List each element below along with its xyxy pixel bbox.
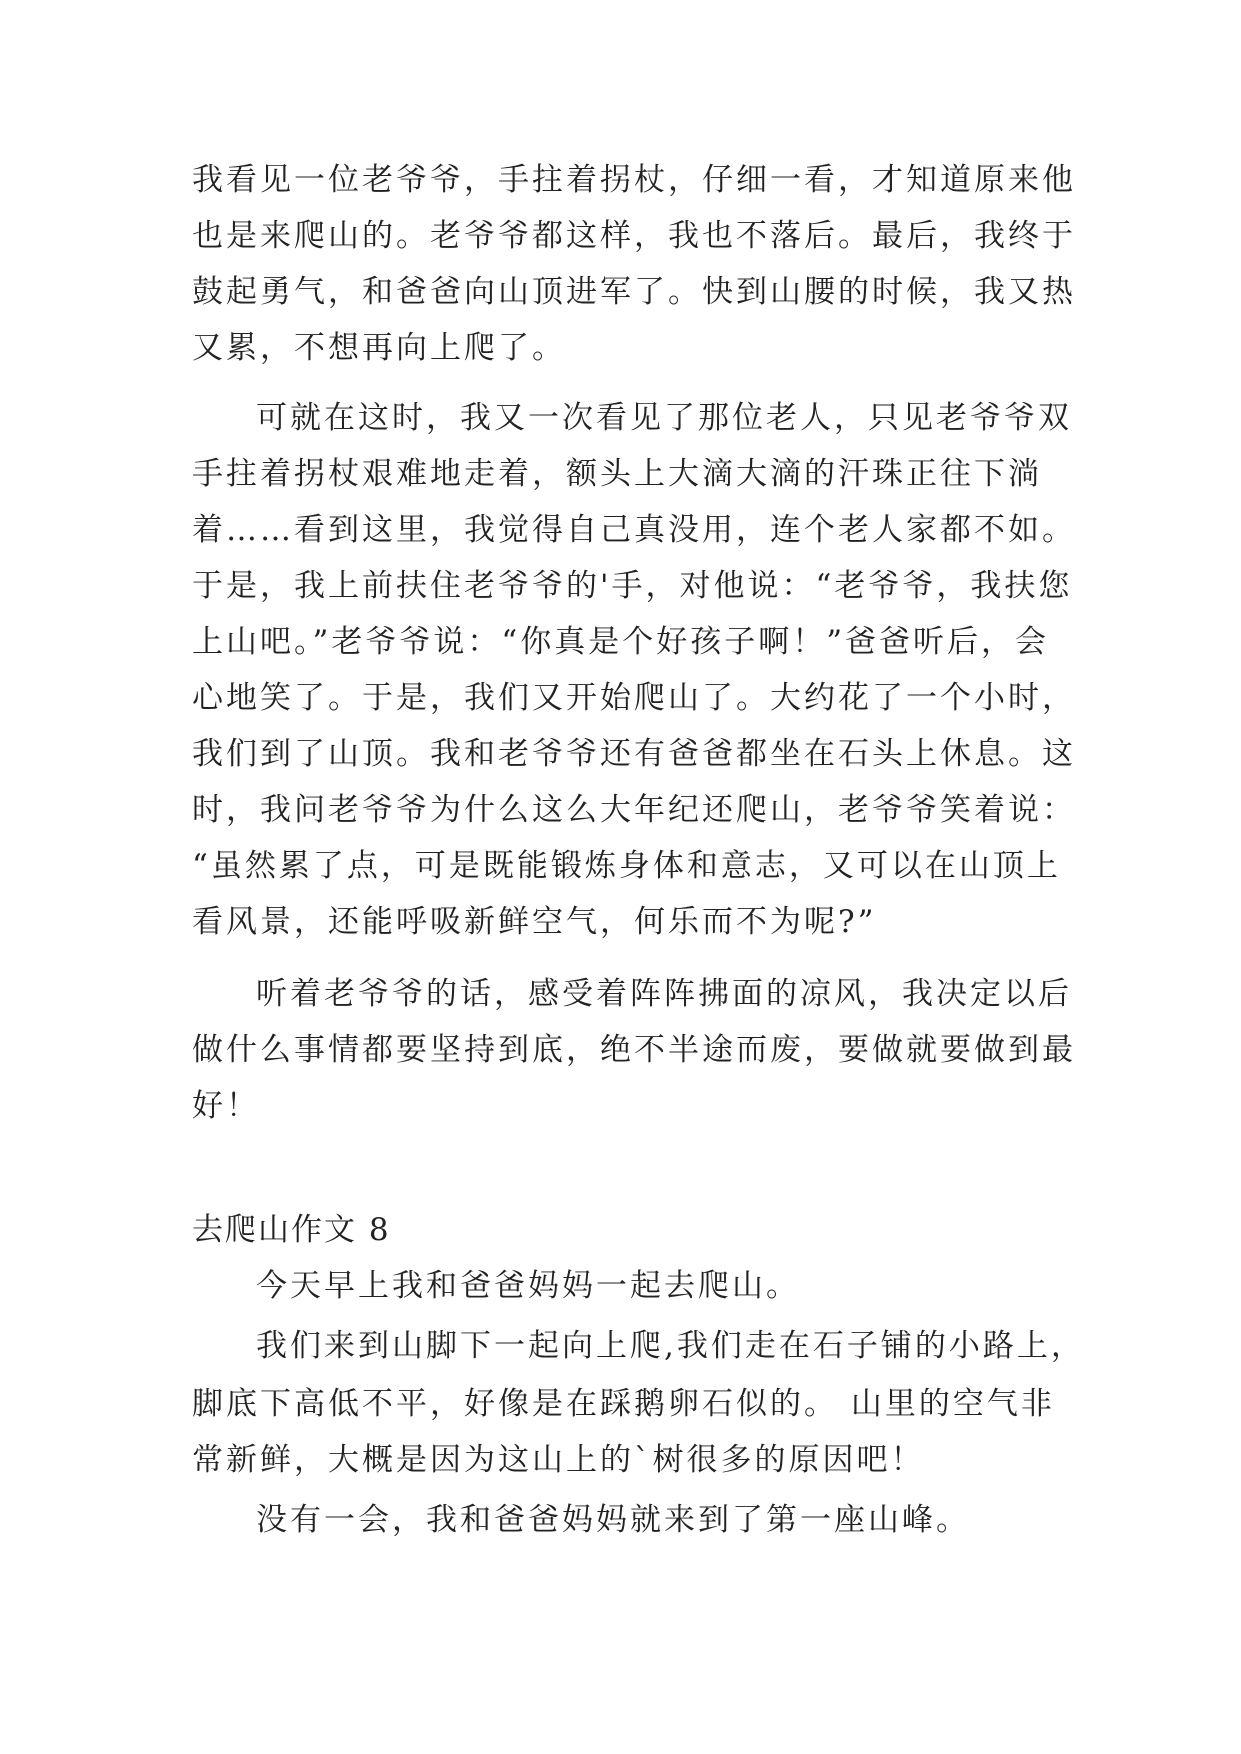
text-line: 也是来爬山的。老爷爷都这样，我也不落后。最后，我终于 [192, 218, 1076, 254]
text-line: 常新鲜，大概是因为这山上的`树很多的原因吧！ [192, 1442, 925, 1478]
text-line: 于是，我上前扶住老爷爷的'手，对他说：“老爷爷，我扶您 [192, 568, 1073, 604]
text-line: 没有一会，我和爸爸妈妈就来到了第一座山峰。 [256, 1502, 970, 1538]
text-line: 时，我问老爷爷为什么这么大年纪还爬山，老爷爷笑着说： [192, 792, 1076, 828]
text-line: 好！ [192, 1088, 260, 1124]
text-line: 听着老爷爷的话，感受着阵阵拂面的凉风，我决定以后 [256, 976, 1072, 1012]
text-line: 脚底下高低不平，好像是在踩鹅卵石似的。 山里的空气非 [192, 1386, 1055, 1422]
text-line: 着……看到这里，我觉得自己真没用，连个老人家都不如。 [192, 512, 1076, 548]
text-line: 又累，不想再向上爬了。 [192, 330, 566, 366]
text-line: 可就在这时，我又一次看见了那位老人，只见老爷爷双 [256, 400, 1072, 436]
text-line: 今天早上我和爸爸妈妈一起去爬山。 [256, 1268, 800, 1304]
text-line: 我们来到山脚下一起向上爬,我们走在石子铺的小路上， [256, 1328, 1085, 1364]
text-line: 鼓起勇气，和爸爸向山顶进军了。快到山腰的时候，我又热 [192, 274, 1076, 310]
text-line: 我们到了山顶。我和老爷爷还有爸爸都坐在石头上休息。这 [192, 736, 1076, 772]
text-line: 我看见一位老爷爷，手拄着拐杖，仔细一看，才知道原来他 [192, 162, 1076, 198]
text-line: “虽然累了点，可是既能锻炼身体和意志，又可以在山顶上 [192, 848, 1061, 884]
section-title: 去爬山作文 8 [192, 1212, 391, 1248]
text-line: 做什么事情都要坚持到底，绝不半途而废，要做就要做到最 [192, 1032, 1076, 1068]
text-line: 上山吧。”老爷爷说：“你真是个好孩子啊！”爸爸听后，会 [192, 624, 1050, 660]
text-line: 看风景，还能呼吸新鲜空气，何乐而不为呢?” [192, 904, 877, 940]
text-line: 手拄着拐杖艰难地走着，额头上大滴大滴的汗珠正往下淌 [192, 456, 1042, 492]
text-line: 心地笑了。于是，我们又开始爬山了。大约花了一个小时， [192, 680, 1076, 716]
